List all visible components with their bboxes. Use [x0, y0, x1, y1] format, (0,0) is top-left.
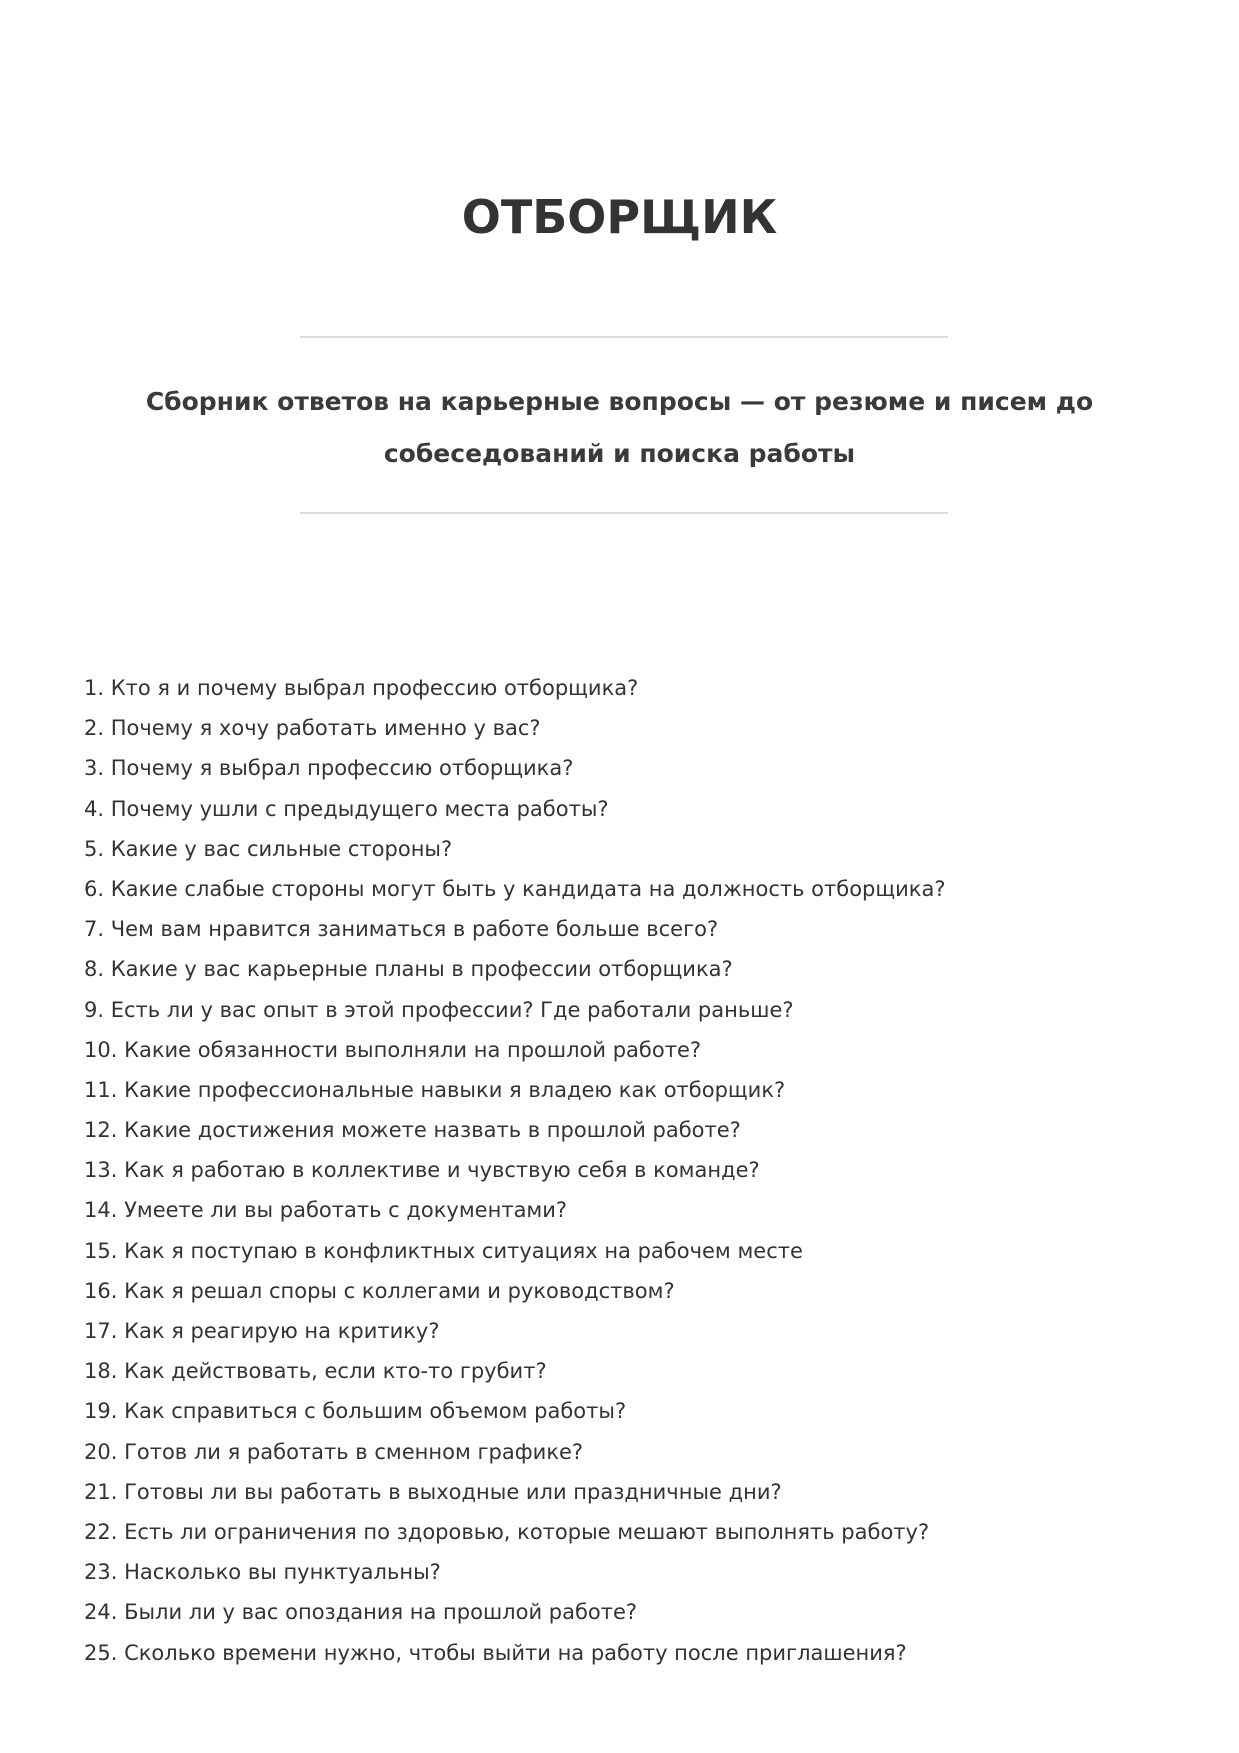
- question-item: 10. Какие обязанности выполняли на прошлой работе?: [84, 1037, 702, 1062]
- question-item: 1. Кто я и почему выбрал профессию отборщика?: [84, 676, 639, 700]
- question-item: 12. Какие достижения можете назвать в прошлой работе?: [84, 1118, 741, 1143]
- document-subtitle: Сборник ответов на карьерные вопросы — от резюме и писем до собеседований и поиска работы: [145, 387, 1094, 468]
- question-item: 21. Готовы ли вы работать в выходные или праздничные дни?: [84, 1479, 782, 1504]
- question-item: 3. Почему я выбрал профессию отборщика?: [84, 756, 574, 781]
- question-item: 7. Чем вам нравится заниматься в работе больше всего?: [84, 917, 719, 942]
- question-item: 2. Почему я хочу работать именно у вас?: [84, 716, 541, 741]
- question-list: [84, 668, 946, 1673]
- question-item: 25. Сколько времени нужно, чтобы выйти на работу после приглашения?: [84, 1640, 907, 1665]
- question-item: 11. Какие профессиональные навыки я владею как отборщик?: [84, 1077, 786, 1102]
- question-item: 13. Как я работаю в коллективе и чувствую себя в команде?: [84, 1158, 760, 1183]
- question-item: 18. Как действовать, если кто-то грубит?: [84, 1359, 547, 1384]
- question-item: 16. Как я решал споры с коллегами и руководством?: [84, 1278, 675, 1303]
- question-item: 23. Насколько вы пунктуальны?: [84, 1560, 441, 1585]
- question-item: 15. Как я поступаю в конфликтных ситуациях на рабочем месте: [84, 1238, 803, 1263]
- question-item: 20. Готов ли я работать в сменном графике?: [84, 1439, 584, 1464]
- question-item: 6. Какие слабые стороны могут быть у кандидата на должность отборщика?: [84, 876, 946, 901]
- question-item: 8. Какие у вас карьерные планы в профессии отборщика?: [84, 957, 733, 982]
- question-item: 22. Есть ли ограничения по здоровью, которые мешают выполнять работу?: [84, 1519, 930, 1544]
- document-title: ОТБОРЩИК: [461, 190, 778, 244]
- question-item: 19. Как справиться с большим объемом работы?: [84, 1399, 627, 1424]
- question-item: 17. Как я реагирую на критику?: [84, 1319, 440, 1343]
- question-item: 4. Почему ушли с предыдущего места работы?: [84, 796, 609, 821]
- question-item: 24. Были ли у вас опоздания на прошлой работе?: [84, 1600, 638, 1625]
- question-item: 9. Есть ли у вас опыт в этой профессии? Где работали раньше?: [84, 997, 794, 1022]
- bottom-divider: [300, 512, 948, 514]
- top-divider: [300, 336, 948, 338]
- question-item: 14. Умеете ли вы работать с документами?: [84, 1198, 568, 1223]
- question-item: 5. Какие у вас сильные стороны?: [84, 836, 453, 861]
